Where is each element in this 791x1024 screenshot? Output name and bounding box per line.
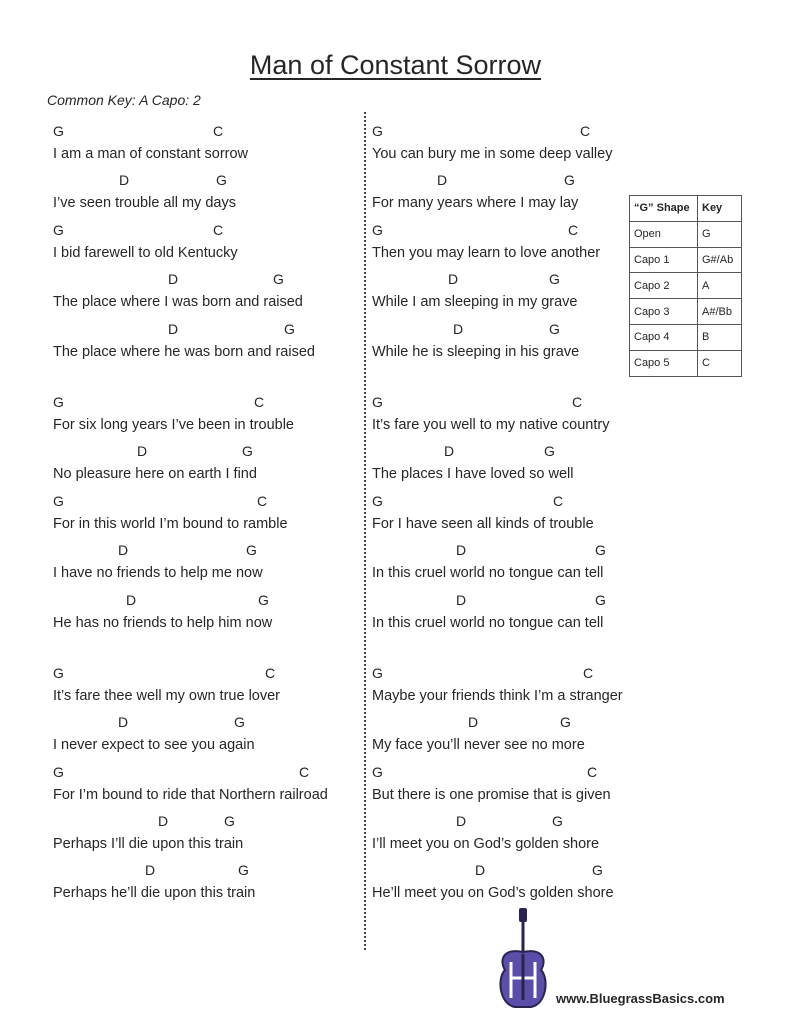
chord: D (145, 862, 156, 879)
lyric-line: Perhaps I’ll die upon this train (53, 836, 244, 853)
lyric-line: While I am sleeping in my grave (372, 294, 578, 311)
verse-line (53, 490, 358, 539)
chord: D (456, 813, 467, 830)
chord-line (372, 711, 632, 735)
capo-position: Capo 1 (630, 247, 698, 273)
capo-key: B (698, 324, 742, 350)
chord-line (53, 711, 358, 735)
lyric-line: It’s fare thee well my own true lover (53, 687, 280, 704)
lyric-line: It’s fare you well to my native country (372, 416, 610, 433)
chord-line (53, 810, 358, 834)
chord-line (53, 318, 358, 342)
chord: D (456, 542, 467, 559)
verse-line (372, 662, 632, 711)
chord-line (372, 810, 632, 834)
lyric-line: For I have seen all kinds of trouble (372, 515, 594, 532)
stanza (372, 662, 632, 909)
lyric-line: My face you’ll never see no more (372, 737, 585, 754)
chord: D (448, 271, 459, 288)
chord: C (568, 221, 579, 238)
chord: G (552, 813, 563, 830)
chord: C (213, 221, 224, 238)
capo-position: Open (630, 221, 698, 247)
song-title: Man of Constant Sorrow (249, 50, 542, 80)
lyric-line: I am a man of constant sorrow (53, 146, 249, 162)
chord: D (444, 443, 455, 460)
chord-line (372, 120, 632, 144)
verse-line (53, 318, 358, 367)
capo-position: Capo 4 (630, 324, 698, 350)
chord-line (53, 539, 358, 563)
chord-line (372, 859, 632, 883)
verse-line (53, 810, 358, 859)
chord: G (53, 393, 64, 410)
chord: D (168, 320, 179, 337)
capo-table-header-shape: “G” Shape (630, 196, 698, 222)
lyric-line: For many years where I may lay (372, 195, 579, 212)
lyric-line: The place where he was born and raised (53, 343, 315, 360)
chord: G (564, 172, 575, 189)
chord: G (544, 443, 555, 460)
chord: C (553, 492, 564, 509)
chord-line (53, 219, 358, 243)
chord: D (158, 813, 169, 830)
chord: G (549, 271, 560, 288)
chord: D (453, 320, 464, 337)
capo-position: Capo 3 (630, 299, 698, 325)
chord-line (372, 318, 632, 342)
capo-position: Capo 5 (630, 350, 698, 376)
chord: D (468, 714, 479, 731)
capo-table-row (630, 247, 742, 273)
chord: G (372, 221, 383, 238)
verse-line (53, 268, 358, 317)
verse-line (53, 440, 358, 489)
lyric-line: I have no friends to help me now (53, 565, 263, 582)
chord: G (372, 664, 383, 681)
chord: C (257, 492, 268, 509)
column-divider (364, 112, 366, 950)
chord: G (53, 221, 64, 238)
stanza (53, 391, 358, 638)
verse-line (372, 711, 632, 760)
lyric-line: The places I have loved so well (372, 466, 574, 483)
lyric-line: He has no friends to help him now (53, 614, 273, 631)
bluegrass-basics-bass-logo-icon (497, 908, 549, 1010)
verse-line (372, 490, 632, 539)
lyric-line: No pleasure here on earth I find (53, 466, 257, 483)
chord-line (372, 391, 632, 415)
chord: C (587, 763, 598, 780)
verse-line (372, 810, 632, 859)
song-key-capo: Common Key: A Capo: 2 (47, 92, 201, 108)
chord-line (53, 268, 358, 292)
chord-line (53, 859, 358, 883)
verse-line (53, 219, 358, 268)
lyric-line: In this cruel world no tongue can tell (372, 614, 604, 631)
capo-table-row (630, 273, 742, 299)
verse-line (372, 120, 632, 169)
right-column (372, 120, 632, 933)
chord-line (53, 490, 358, 514)
chord: G (592, 862, 603, 879)
chord-line (53, 440, 358, 464)
chord: C (583, 664, 594, 681)
capo-key: A#/Bb (698, 299, 742, 325)
chord: G (53, 123, 64, 139)
chord: G (234, 714, 245, 731)
website-url[interactable]: www.BluegrassBasics.com (556, 991, 725, 1006)
chord-line (372, 662, 632, 686)
verse-line (53, 169, 358, 218)
verse-line (372, 589, 632, 638)
chord: G (258, 591, 269, 608)
capo-table-header-key: Key (698, 196, 742, 222)
lyric-line: Perhaps he’ll die upon this train (53, 885, 256, 902)
chord: D (456, 591, 467, 608)
chord: C (254, 393, 265, 410)
chord: G (284, 320, 295, 337)
capo-table-row (630, 221, 742, 247)
stanza (53, 662, 358, 909)
chord: D (118, 542, 129, 559)
chord-line (53, 589, 358, 613)
chord: D (118, 714, 129, 731)
stanza (53, 120, 358, 367)
capo-key: G (698, 221, 742, 247)
chord-line (53, 391, 358, 415)
capo-key-table (629, 195, 742, 377)
verse-line (372, 859, 632, 908)
lyric-line: But there is one promise that is given (372, 786, 611, 803)
verse-line (53, 539, 358, 588)
verse-line (53, 711, 358, 760)
verse-line (53, 859, 358, 908)
lyric-line: I’ve seen trouble all my days (53, 195, 236, 212)
chord-line (53, 662, 358, 686)
chord: G (372, 393, 383, 410)
lyric-line: In this cruel world no tongue can tell (372, 565, 604, 582)
chord: G (372, 492, 383, 509)
chord-line (372, 761, 632, 785)
capo-position: Capo 2 (630, 273, 698, 299)
lyric-line: Then you may learn to love another (372, 244, 601, 261)
verse-line (372, 318, 632, 367)
lyric-line: He’ll meet you on God’s golden shore (372, 885, 614, 902)
capo-table-row (630, 324, 742, 350)
chord: G (216, 172, 227, 189)
chord-line (53, 169, 358, 193)
chord: G (238, 862, 249, 879)
chord: C (299, 763, 310, 780)
verse-line (53, 589, 358, 638)
chord: D (475, 862, 486, 879)
chord: G (242, 443, 253, 460)
capo-table-row (630, 299, 742, 325)
chord-line (372, 219, 632, 243)
chord: G (372, 763, 383, 780)
chord-line (372, 440, 632, 464)
verse-line (372, 169, 632, 218)
chord: G (246, 542, 257, 559)
verse-line (53, 120, 358, 169)
chord: C (572, 393, 583, 410)
chord: D (126, 591, 137, 608)
chord: G (224, 813, 235, 830)
chord-line (53, 761, 358, 785)
chord: G (549, 320, 560, 337)
capo-key: G#/Ab (698, 247, 742, 273)
verse-line (372, 440, 632, 489)
chord-line (372, 539, 632, 563)
chord: G (53, 664, 64, 681)
verse-line (53, 761, 358, 810)
verse-line (372, 268, 632, 317)
chord-line (372, 169, 632, 193)
capo-key: A (698, 273, 742, 299)
verse-line (372, 391, 632, 440)
stanza (372, 391, 632, 638)
chord-line (53, 120, 358, 144)
chord: G (273, 271, 284, 288)
lyric-line: I’ll meet you on God’s golden shore (372, 836, 600, 853)
lyric-line: You can bury me in some deep valley (372, 146, 613, 162)
verse-line (372, 219, 632, 268)
chord: D (119, 172, 130, 189)
chord: G (372, 123, 383, 139)
chord: D (137, 443, 148, 460)
lyric-line: Maybe your friends think I’m a stranger (372, 687, 623, 704)
lyric-line: While he is sleeping in his grave (372, 343, 580, 360)
chord: D (437, 172, 448, 189)
chord-line (372, 490, 632, 514)
chord: G (560, 714, 571, 731)
capo-table-header-row (630, 196, 742, 222)
chord: G (595, 591, 606, 608)
verse-line (53, 662, 358, 711)
chord: D (168, 271, 179, 288)
lyric-line: The place where I was born and raised (53, 294, 303, 311)
verse-line (53, 391, 358, 440)
chord: C (580, 123, 591, 139)
capo-table-row (630, 350, 742, 376)
chord: G (53, 763, 64, 780)
verse-line (372, 761, 632, 810)
left-column (53, 120, 358, 933)
chord-line (372, 589, 632, 613)
chord: G (595, 542, 606, 559)
stanza (372, 120, 632, 367)
lyric-line: For I’m bound to ride that Northern railroad (53, 786, 328, 803)
lyric-line: For six long years I’ve been in trouble (53, 416, 294, 433)
lyric-line: For in this world I’m bound to ramble (53, 515, 288, 532)
lyric-line: I bid farewell to old Kentucky (53, 244, 238, 261)
chord-line (372, 268, 632, 292)
verse-line (372, 539, 632, 588)
lyric-line: I never expect to see you again (53, 737, 255, 754)
chord: C (265, 664, 276, 681)
chord: C (213, 123, 224, 139)
capo-key: C (698, 350, 742, 376)
chord: G (53, 492, 64, 509)
